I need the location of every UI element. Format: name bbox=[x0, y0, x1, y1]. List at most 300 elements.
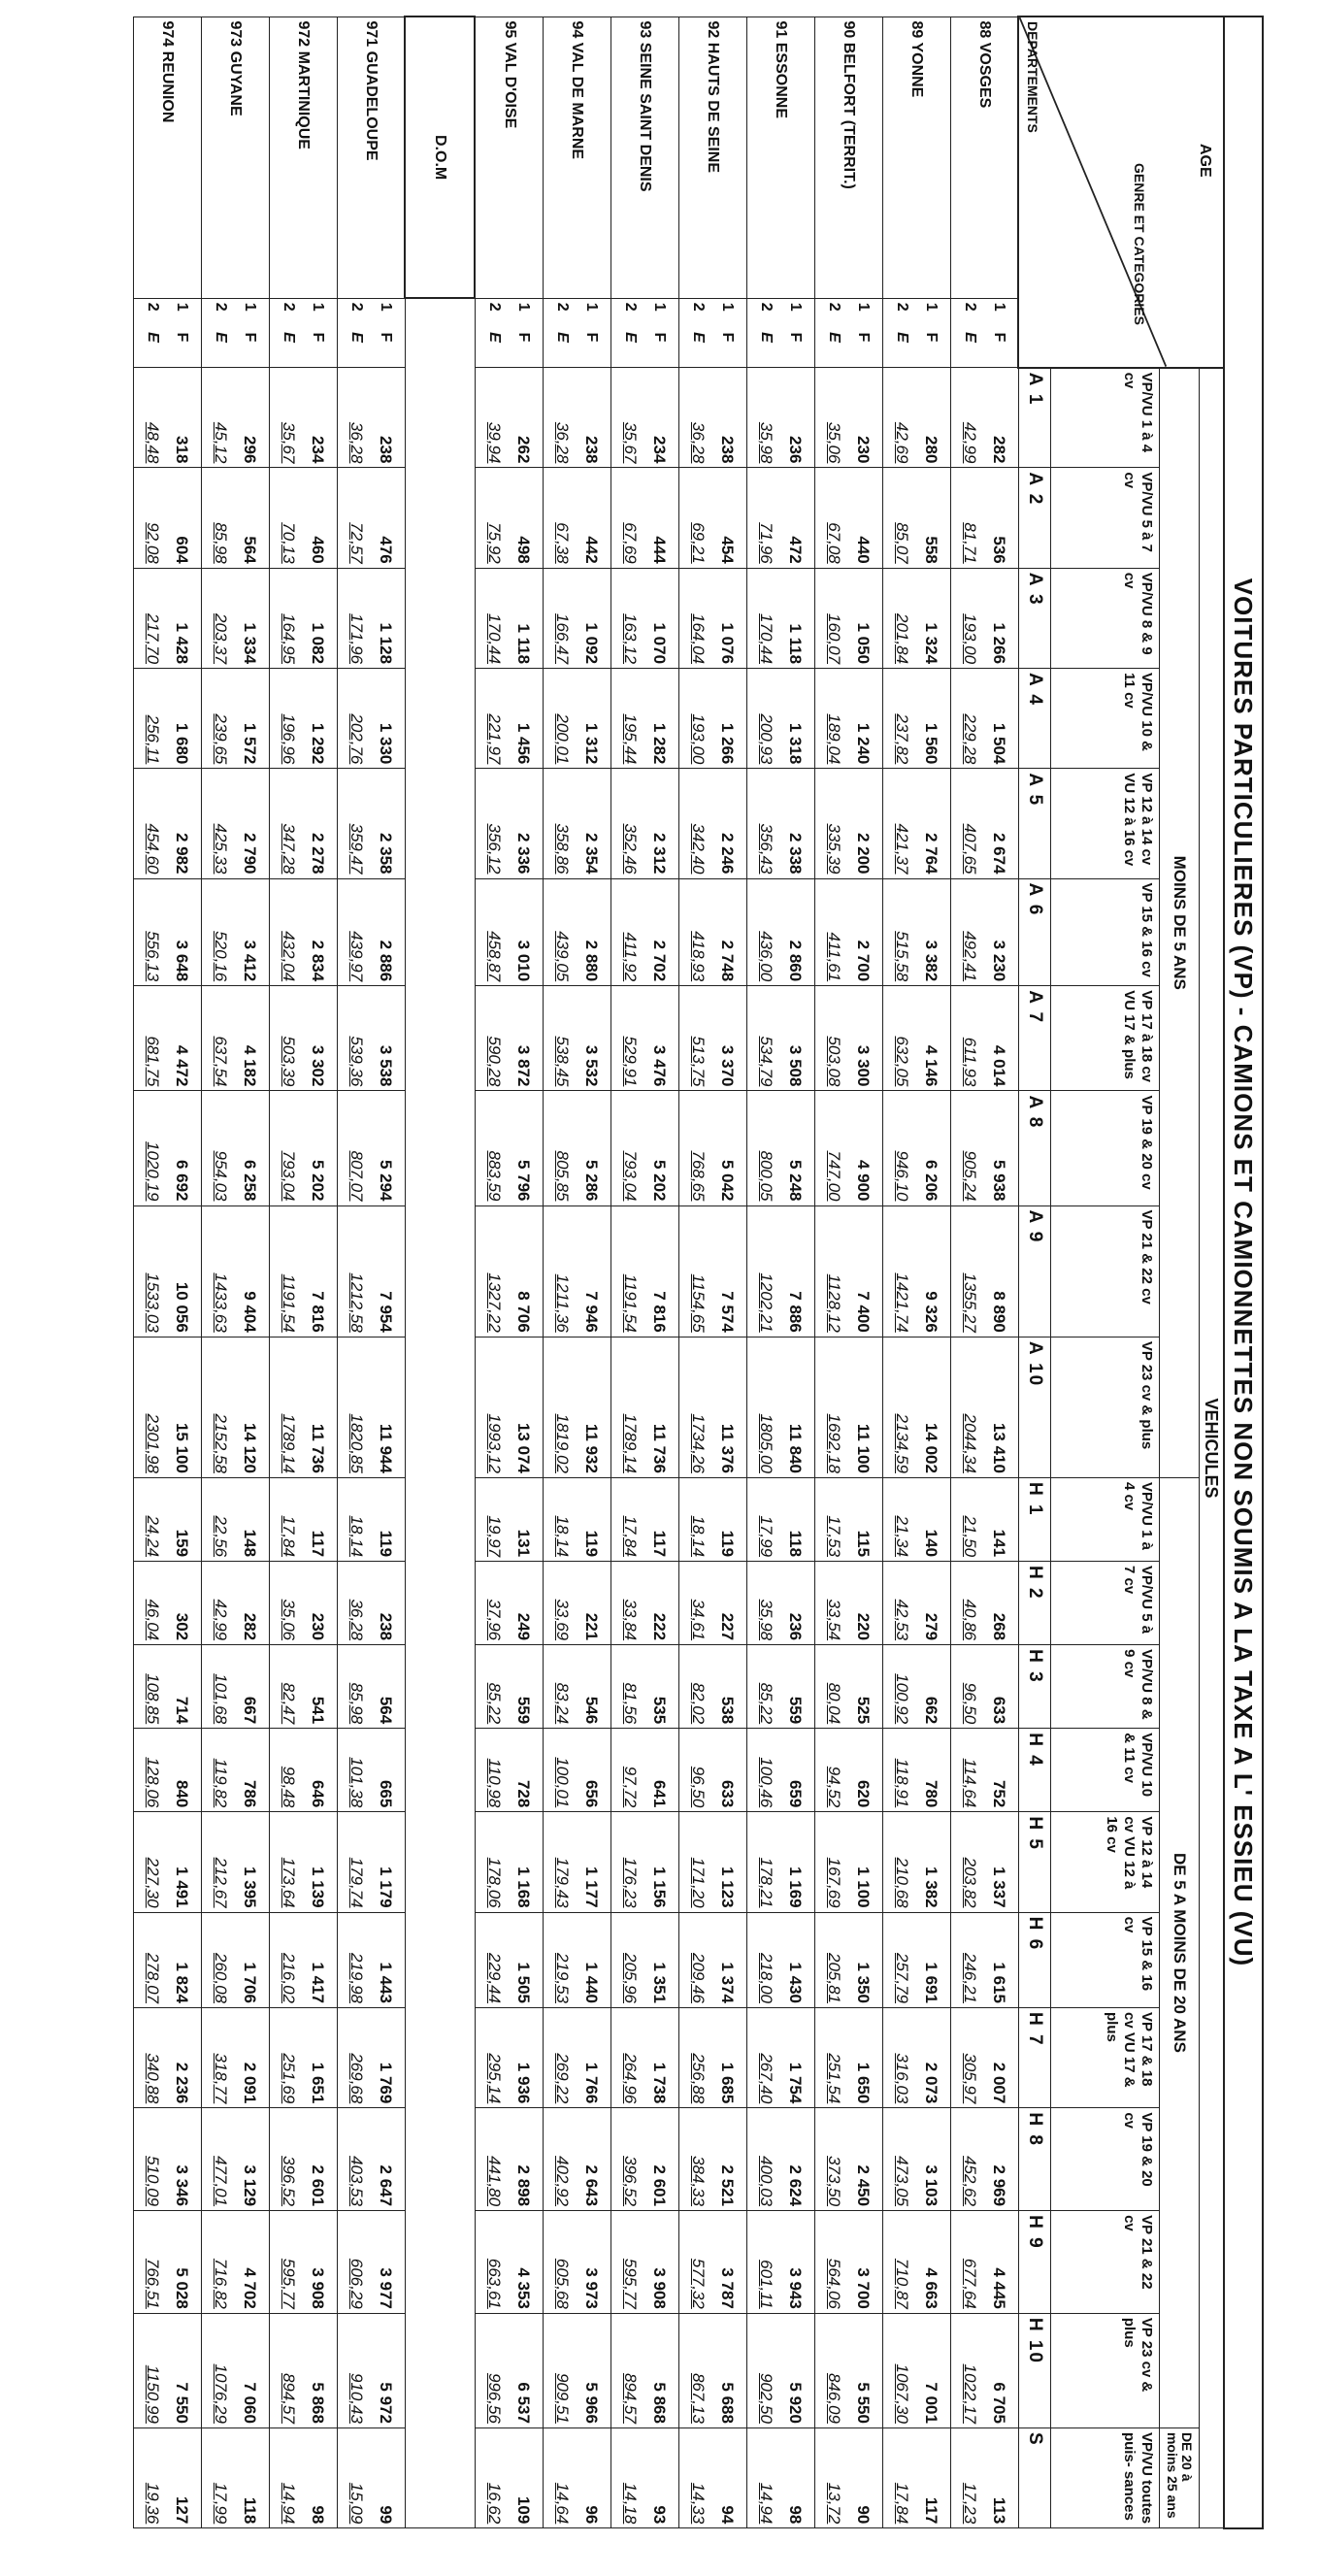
value-francs: 9 404 bbox=[241, 1291, 260, 1333]
value-cell bbox=[883, 2211, 951, 2314]
value-cell bbox=[270, 1337, 338, 1477]
value-cell bbox=[476, 669, 544, 769]
value-francs: 1 824 bbox=[173, 1962, 192, 2004]
category-header-a: VP/VU 5 à 7 cv bbox=[1051, 468, 1160, 568]
value-cell bbox=[270, 878, 338, 986]
value-euros: 425,33 bbox=[212, 823, 231, 875]
value-cell bbox=[476, 1205, 544, 1337]
row-number-2: 2 bbox=[486, 302, 504, 312]
table-row bbox=[270, 17, 338, 2528]
value-francs: 5 938 bbox=[990, 1159, 1009, 1202]
value-cell bbox=[815, 468, 883, 568]
value-francs: 2 336 bbox=[514, 832, 534, 875]
value-euros: 747,00 bbox=[825, 1150, 844, 1202]
value-euros: 209,46 bbox=[689, 1953, 709, 2004]
value-francs: 1 374 bbox=[718, 1962, 738, 2004]
value-cell bbox=[747, 769, 815, 878]
value-francs: 1 936 bbox=[514, 2062, 534, 2104]
value-francs: 2 880 bbox=[582, 940, 602, 982]
value-euros: 883,59 bbox=[485, 1150, 505, 1202]
value-cell bbox=[883, 2108, 951, 2211]
value-euros: 210,68 bbox=[893, 1857, 912, 1908]
value-euros: 171,96 bbox=[347, 613, 367, 665]
category-header-h: VP/VU 10 & 11 cv bbox=[1051, 1729, 1160, 1812]
value-cell bbox=[134, 1729, 202, 1812]
value-cell bbox=[202, 468, 270, 568]
label-f: F bbox=[923, 332, 940, 343]
value-euros: 663,61 bbox=[485, 2258, 505, 2309]
value-francs: 3 872 bbox=[514, 1044, 534, 1087]
table-row bbox=[951, 17, 1019, 2528]
value-euros: 269,68 bbox=[347, 2053, 367, 2104]
value-euros: 75,92 bbox=[485, 522, 505, 564]
value-francs: 2 886 bbox=[377, 940, 396, 982]
fe-label-line1 bbox=[984, 303, 1013, 363]
value-francs: 3 943 bbox=[786, 2267, 806, 2309]
value-cell bbox=[134, 769, 202, 878]
value-euros: 954,03 bbox=[212, 1150, 231, 1202]
value-francs: 3 412 bbox=[241, 940, 260, 982]
value-euros: 193,00 bbox=[961, 613, 980, 665]
value-francs: 1 282 bbox=[650, 722, 670, 765]
value-euros: 33,84 bbox=[621, 1599, 641, 1641]
value-euros: 316,03 bbox=[893, 2053, 912, 2104]
value-cell bbox=[611, 1337, 679, 1477]
value-francs: 3 908 bbox=[650, 2267, 670, 2309]
value-euros: 96,50 bbox=[961, 1682, 980, 1725]
value-francs: 2 790 bbox=[241, 832, 260, 875]
code-header-a: A 2 bbox=[1019, 468, 1051, 568]
value-cell bbox=[270, 468, 338, 568]
value-euros: 203,82 bbox=[961, 1857, 980, 1908]
value-euros: 439,05 bbox=[553, 931, 573, 982]
value-euros: 178,21 bbox=[757, 1857, 776, 1908]
value-euros: 564,06 bbox=[825, 2258, 844, 2309]
value-francs: 7 886 bbox=[786, 1291, 806, 1333]
value-francs: 93 bbox=[650, 2505, 670, 2525]
value-cell bbox=[611, 986, 679, 1091]
value-cell bbox=[202, 1729, 270, 1812]
value-cell bbox=[544, 1912, 611, 2007]
value-cell bbox=[679, 1645, 747, 1729]
value-francs: 3 532 bbox=[582, 1044, 602, 1087]
fe-label-line1 bbox=[304, 303, 333, 363]
table-row bbox=[338, 17, 406, 2528]
value-francs: 5 550 bbox=[854, 2382, 874, 2424]
value-cell bbox=[544, 1477, 611, 1561]
value-francs: 3 787 bbox=[718, 2267, 738, 2309]
label-e: E bbox=[486, 332, 504, 343]
department-name: 973 GUYANE bbox=[202, 17, 270, 298]
code-header-h: H 7 bbox=[1019, 2008, 1051, 2108]
value-francs: 2 091 bbox=[241, 2062, 260, 2104]
value-euros: 193,00 bbox=[689, 713, 709, 765]
value-cell bbox=[883, 1337, 951, 1477]
value-euros: 14,33 bbox=[689, 2482, 709, 2525]
department-name: 972 MARTINIQUE bbox=[270, 17, 338, 298]
value-francs: 476 bbox=[377, 536, 396, 564]
value-francs: 6 258 bbox=[241, 1159, 260, 1202]
value-francs: 98 bbox=[786, 2505, 806, 2525]
value-cell bbox=[202, 1091, 270, 1205]
value-euros: 35,67 bbox=[280, 421, 299, 464]
value-francs: 2 354 bbox=[582, 832, 602, 875]
value-euros: 384,33 bbox=[689, 2156, 709, 2207]
value-francs: 5 966 bbox=[582, 2382, 602, 2424]
value-euros: 34,61 bbox=[689, 1599, 709, 1641]
value-francs: 646 bbox=[309, 1779, 328, 1808]
value-euros: 1734,26 bbox=[689, 1413, 709, 1473]
value-euros: 454,60 bbox=[144, 823, 163, 875]
value-francs: 559 bbox=[514, 1696, 534, 1725]
value-cell bbox=[544, 669, 611, 769]
code-header-h: H 3 bbox=[1019, 1645, 1051, 1729]
value-francs: 8 890 bbox=[990, 1291, 1009, 1333]
fe-label-line1 bbox=[510, 303, 539, 363]
value-francs: 5 688 bbox=[718, 2382, 738, 2424]
value-francs: 472 bbox=[786, 536, 806, 564]
value-francs: 227 bbox=[718, 1612, 738, 1641]
value-cell bbox=[338, 669, 406, 769]
value-cell bbox=[544, 468, 611, 568]
value-francs: 2 200 bbox=[854, 832, 874, 875]
value-francs: 4 445 bbox=[990, 2267, 1009, 2309]
value-euros: 436,00 bbox=[757, 931, 776, 982]
value-euros: 539,36 bbox=[347, 1036, 367, 1087]
value-cell bbox=[134, 1337, 202, 1477]
value-francs: 148 bbox=[241, 1529, 260, 1558]
value-francs: 1 440 bbox=[582, 1962, 602, 2004]
value-francs: 318 bbox=[173, 436, 192, 464]
value-euros: 846,09 bbox=[825, 2372, 844, 2424]
value-francs: 1 504 bbox=[990, 722, 1009, 765]
value-cell bbox=[134, 2427, 202, 2527]
value-francs: 5 286 bbox=[582, 1159, 602, 1202]
value-euros: 14,94 bbox=[280, 2482, 299, 2525]
row-number-2: 2 bbox=[826, 302, 843, 312]
value-francs: 564 bbox=[241, 536, 260, 564]
value-francs: 1 766 bbox=[582, 2062, 602, 2104]
value-francs: 2 982 bbox=[173, 832, 192, 875]
category-header-h: VP 23 cv & plus bbox=[1051, 2313, 1160, 2427]
value-cell bbox=[883, 1477, 951, 1561]
code-header-a: A 5 bbox=[1019, 769, 1051, 878]
value-francs: 3 230 bbox=[990, 940, 1009, 982]
value-euros: 1202,21 bbox=[757, 1272, 776, 1333]
value-cell bbox=[883, 2427, 951, 2527]
category-header-a: VP/VU 10 & 11 cv bbox=[1051, 669, 1160, 769]
value-euros: 996,56 bbox=[485, 2372, 505, 2424]
value-francs: 3 346 bbox=[173, 2164, 192, 2207]
value-cell bbox=[338, 986, 406, 1091]
value-francs: 541 bbox=[309, 1696, 328, 1725]
value-euros: 373,50 bbox=[825, 2156, 844, 2207]
value-euros: 195,44 bbox=[621, 713, 641, 765]
fe-label-line2 bbox=[888, 303, 917, 363]
value-euros: 81,71 bbox=[961, 522, 980, 564]
value-cell bbox=[951, 878, 1019, 986]
value-euros: 110,98 bbox=[485, 1758, 505, 1808]
code-header-h: H 8 bbox=[1019, 2108, 1051, 2211]
value-francs: 5 868 bbox=[650, 2382, 670, 2424]
value-francs: 2 624 bbox=[786, 2164, 806, 2207]
value-cell bbox=[679, 2008, 747, 2108]
value-euros: 800,05 bbox=[757, 1150, 776, 1202]
value-euros: 356,43 bbox=[757, 823, 776, 875]
value-francs: 1 351 bbox=[650, 1962, 670, 2004]
header-corner bbox=[1019, 17, 1225, 368]
value-euros: 473,05 bbox=[893, 2156, 912, 2207]
value-francs: 1 650 bbox=[854, 2062, 874, 2104]
value-cell bbox=[815, 568, 883, 668]
value-cell bbox=[679, 1091, 747, 1205]
value-cell bbox=[202, 2108, 270, 2211]
value-francs: 1 417 bbox=[309, 1962, 328, 2004]
value-francs: 7 954 bbox=[377, 1291, 396, 1333]
fe-label-line2 bbox=[275, 303, 304, 363]
value-euros: 710,87 bbox=[893, 2258, 912, 2309]
value-euros: 196,96 bbox=[280, 713, 299, 765]
value-cell bbox=[747, 1337, 815, 1477]
value-cell bbox=[815, 878, 883, 986]
value-cell bbox=[951, 1477, 1019, 1561]
value-cell bbox=[747, 568, 815, 668]
value-francs: 2 969 bbox=[990, 2164, 1009, 2207]
value-francs: 714 bbox=[173, 1696, 192, 1725]
value-cell bbox=[815, 769, 883, 878]
value-francs: 8 706 bbox=[514, 1291, 534, 1333]
value-euros: 100,46 bbox=[757, 1757, 776, 1808]
code-header-a: A 1 bbox=[1019, 368, 1051, 468]
value-cell bbox=[815, 2008, 883, 2108]
value-euros: 17,53 bbox=[825, 1515, 844, 1558]
value-euros: 595,77 bbox=[621, 2258, 641, 2309]
value-cell bbox=[611, 468, 679, 568]
value-euros: 173,64 bbox=[280, 1857, 299, 1908]
value-euros: 85,22 bbox=[485, 1682, 505, 1725]
value-francs: 119 bbox=[377, 1530, 396, 1558]
value-euros: 42,69 bbox=[893, 421, 912, 464]
value-cell bbox=[338, 2108, 406, 2211]
department-name: 89 YONNE bbox=[883, 17, 951, 298]
department-name: 93 SEINE SAINT DENIS bbox=[611, 17, 679, 298]
value-euros: 100,01 bbox=[553, 1757, 573, 1808]
value-cell bbox=[951, 1912, 1019, 2007]
fe-labels bbox=[679, 298, 747, 367]
row-number-2: 2 bbox=[622, 302, 640, 312]
value-cell bbox=[134, 1645, 202, 1729]
value-euros: 894,57 bbox=[280, 2372, 299, 2424]
value-cell bbox=[544, 1729, 611, 1812]
value-cell bbox=[611, 1205, 679, 1337]
value-francs: 1 443 bbox=[377, 1962, 396, 2004]
value-cell bbox=[202, 769, 270, 878]
value-euros: 910,43 bbox=[347, 2372, 367, 2424]
value-euros: 421,37 bbox=[893, 823, 912, 875]
value-francs: 1 177 bbox=[582, 1866, 602, 1908]
value-euros: 216,02 bbox=[280, 1953, 299, 2004]
value-euros: 35,06 bbox=[825, 421, 844, 464]
label-e: E bbox=[758, 332, 776, 343]
value-euros: 42,99 bbox=[212, 1599, 231, 1641]
value-euros: 681,75 bbox=[144, 1036, 163, 1087]
value-euros: 1819,02 bbox=[553, 1413, 573, 1473]
value-cell bbox=[679, 568, 747, 668]
value-francs: 1 312 bbox=[582, 722, 602, 765]
label-e: E bbox=[348, 332, 366, 343]
row-number-1: 1 bbox=[378, 302, 395, 312]
value-euros: 251,69 bbox=[280, 2053, 299, 2104]
value-euros: 80,04 bbox=[825, 1682, 844, 1725]
value-euros: 92,08 bbox=[144, 522, 163, 564]
value-francs: 633 bbox=[990, 1696, 1009, 1725]
value-francs: 279 bbox=[922, 1612, 941, 1641]
value-euros: 400,03 bbox=[757, 2156, 776, 2207]
value-francs: 113 bbox=[990, 2496, 1009, 2525]
value-francs: 1 428 bbox=[173, 622, 192, 665]
value-euros: 1212,58 bbox=[347, 1272, 367, 1333]
category-header-a: VP 12 à 14 cv VU 12 à 16 cv bbox=[1051, 769, 1160, 878]
value-cell bbox=[815, 1477, 883, 1561]
value-cell bbox=[611, 1477, 679, 1561]
value-euros: 21,34 bbox=[893, 1515, 912, 1558]
departements-label: DEPARTEMENTS bbox=[1025, 21, 1041, 133]
value-euros: 257,79 bbox=[893, 1953, 912, 2004]
value-euros: 407,65 bbox=[961, 823, 980, 875]
value-cell bbox=[338, 2211, 406, 2314]
value-cell bbox=[747, 1091, 815, 1205]
value-francs: 282 bbox=[241, 1612, 260, 1641]
value-euros: 260,08 bbox=[212, 1953, 231, 2004]
row-number-2: 2 bbox=[690, 302, 708, 312]
value-euros: 72,57 bbox=[347, 522, 367, 564]
value-cell bbox=[951, 1729, 1019, 1812]
code-header-h: H 5 bbox=[1019, 1812, 1051, 1912]
value-cell bbox=[134, 2108, 202, 2211]
dom-label: D.O.M bbox=[406, 17, 476, 298]
value-cell bbox=[611, 769, 679, 878]
value-euros: 529,91 bbox=[621, 1036, 641, 1087]
value-francs: 498 bbox=[514, 536, 534, 564]
value-cell bbox=[544, 1562, 611, 1645]
value-cell bbox=[134, 669, 202, 769]
value-francs: 11 736 bbox=[650, 1423, 670, 1473]
value-euros: 19,97 bbox=[485, 1515, 505, 1558]
row-number-1: 1 bbox=[923, 302, 940, 312]
label-f: F bbox=[583, 332, 601, 343]
value-euros: 201,84 bbox=[893, 613, 912, 665]
value-francs: 268 bbox=[990, 1612, 1009, 1641]
value-francs: 1 491 bbox=[173, 1866, 192, 1908]
label-f: F bbox=[787, 332, 805, 343]
value-francs: 9 326 bbox=[922, 1291, 941, 1333]
value-euros: 677,64 bbox=[961, 2258, 980, 2309]
value-francs: 3 370 bbox=[718, 1044, 738, 1087]
code-header-a: A 10 bbox=[1019, 1337, 1051, 1477]
value-francs: 3 977 bbox=[377, 2267, 396, 2309]
value-francs: 6 537 bbox=[514, 2382, 534, 2424]
value-cell bbox=[270, 1645, 338, 1729]
value-cell bbox=[476, 769, 544, 878]
value-cell bbox=[202, 986, 270, 1091]
value-euros: 217,70 bbox=[144, 613, 163, 665]
value-euros: 264,96 bbox=[621, 2053, 641, 2104]
value-euros: 212,67 bbox=[212, 1857, 231, 1908]
value-euros: 1076,29 bbox=[212, 2363, 231, 2424]
value-francs: 11 840 bbox=[786, 1423, 806, 1473]
value-francs: 118 bbox=[241, 2496, 260, 2525]
value-cell bbox=[202, 2008, 270, 2108]
value-cell bbox=[679, 1477, 747, 1561]
value-francs: 222 bbox=[650, 1612, 670, 1641]
value-euros: 2152,58 bbox=[212, 1413, 231, 1473]
fe-labels bbox=[270, 298, 338, 367]
value-cell bbox=[883, 1729, 951, 1812]
value-francs: 118 bbox=[786, 1530, 806, 1558]
value-euros: 227,30 bbox=[144, 1857, 163, 1908]
value-francs: 7 946 bbox=[582, 1291, 602, 1333]
row-number-2: 2 bbox=[213, 302, 230, 312]
value-cell bbox=[202, 1205, 270, 1337]
group-20-a-25-ans: DE 20 à moins 25 ans bbox=[1160, 2427, 1200, 2527]
value-francs: 7 574 bbox=[718, 1291, 738, 1333]
value-francs: 444 bbox=[650, 536, 670, 564]
row-number-1: 1 bbox=[174, 302, 191, 312]
value-euros: 119,82 bbox=[212, 1758, 231, 1808]
value-euros: 128,06 bbox=[144, 1757, 163, 1808]
value-cell bbox=[611, 2211, 679, 2314]
row-number-2: 2 bbox=[962, 302, 979, 312]
value-francs: 1 076 bbox=[718, 622, 738, 665]
value-euros: 101,68 bbox=[212, 1673, 231, 1725]
value-cell bbox=[951, 1205, 1019, 1337]
value-euros: 411,61 bbox=[825, 932, 844, 982]
value-francs: 220 bbox=[854, 1612, 874, 1641]
value-cell bbox=[202, 2313, 270, 2427]
value-euros: 458,87 bbox=[485, 931, 505, 982]
value-cell bbox=[270, 2008, 338, 2108]
value-euros: 13,72 bbox=[825, 2482, 844, 2525]
value-cell bbox=[202, 568, 270, 668]
value-francs: 7 400 bbox=[854, 1291, 874, 1333]
value-cell bbox=[270, 1912, 338, 2007]
value-cell bbox=[611, 568, 679, 668]
value-francs: 5 868 bbox=[309, 2382, 328, 2424]
value-euros: 246,21 bbox=[961, 1953, 980, 2004]
value-francs: 662 bbox=[922, 1696, 941, 1725]
value-cell bbox=[134, 2313, 202, 2427]
value-euros: 22,56 bbox=[212, 1515, 231, 1558]
value-cell bbox=[476, 878, 544, 986]
value-euros: 2134,59 bbox=[893, 1413, 912, 1473]
value-euros: 94,52 bbox=[825, 1766, 844, 1808]
label-e: E bbox=[962, 332, 979, 343]
value-cell bbox=[883, 1205, 951, 1337]
value-francs: 7 001 bbox=[922, 2382, 941, 2424]
value-euros: 902,50 bbox=[757, 2372, 776, 2424]
value-francs: 262 bbox=[514, 436, 534, 464]
value-francs: 117 bbox=[650, 1530, 670, 1558]
value-francs: 90 bbox=[854, 2505, 874, 2525]
value-francs: 3 700 bbox=[854, 2267, 874, 2309]
fe-labels bbox=[951, 298, 1019, 367]
fe-labels bbox=[134, 298, 202, 367]
value-euros: 33,69 bbox=[553, 1599, 573, 1641]
value-cell bbox=[951, 568, 1019, 668]
value-euros: 178,06 bbox=[485, 1857, 505, 1908]
value-cell bbox=[134, 1477, 202, 1561]
value-cell bbox=[544, 769, 611, 878]
